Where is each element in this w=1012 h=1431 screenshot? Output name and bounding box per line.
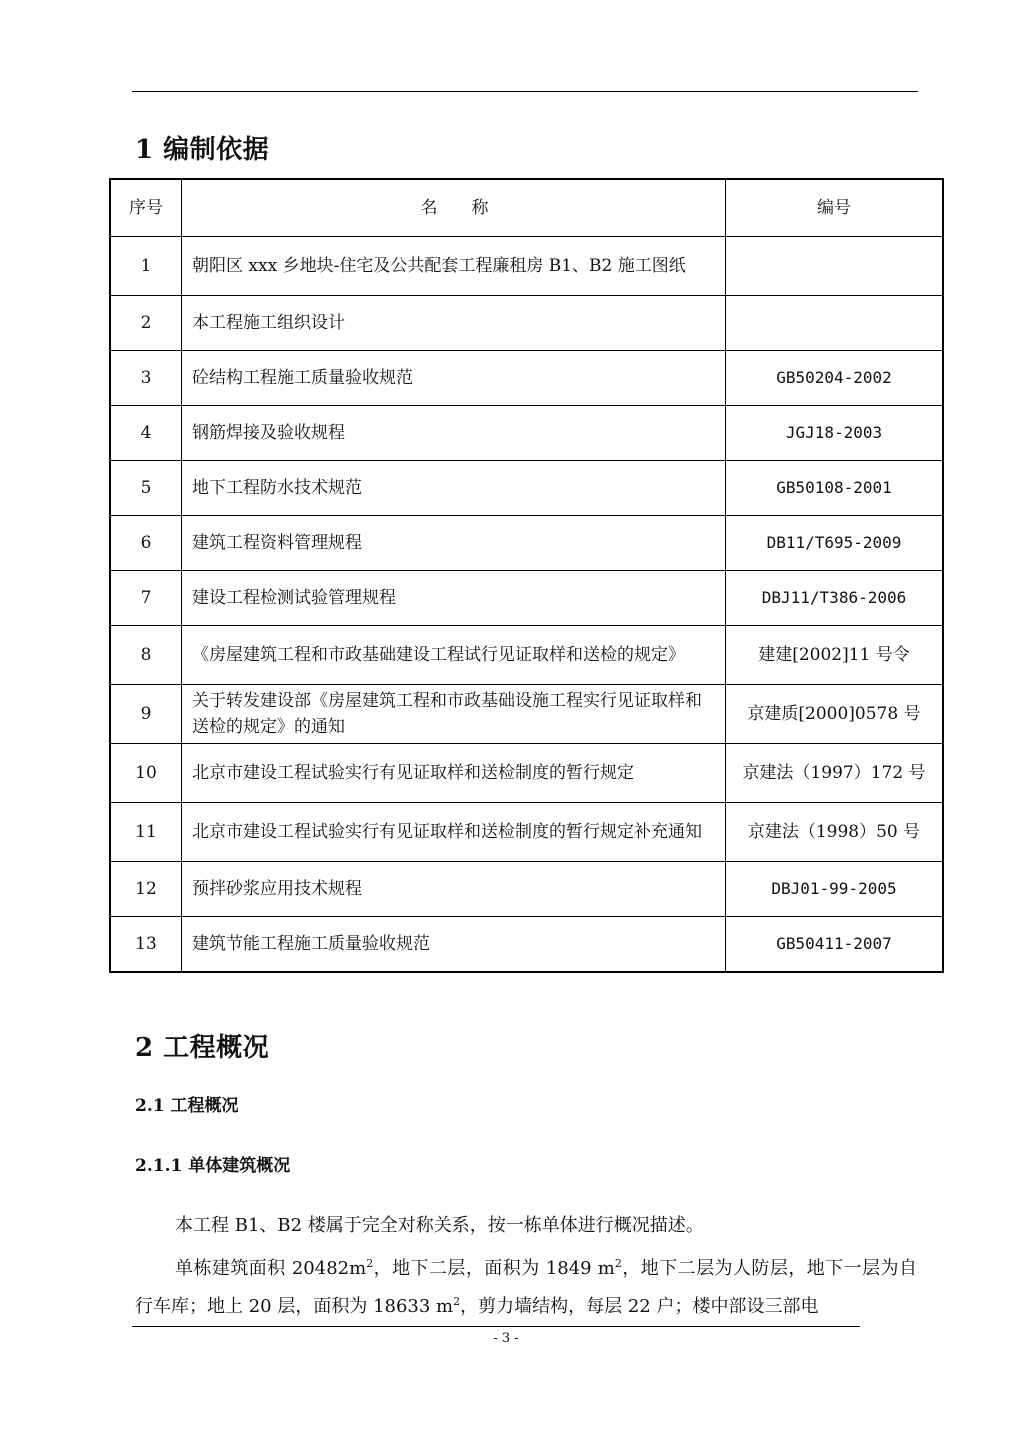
para-text-c: ，地下二层为人防层，地下一层为自行车库；地上 20 层，面积为 18633 m xyxy=(135,1258,917,1317)
row-code xyxy=(726,237,944,296)
row-name: 北京市建设工程试验实行有见证取样和送检制度的暂行规定补充通知 xyxy=(182,803,726,862)
table-row xyxy=(110,917,943,973)
section-heading-basis: 1 编制依据 xyxy=(135,135,270,165)
table-row xyxy=(110,626,943,685)
row-code xyxy=(726,296,944,351)
table-row xyxy=(110,803,943,862)
header-no: 序号 xyxy=(110,179,182,237)
table-row xyxy=(110,685,943,744)
basis-table xyxy=(109,178,944,973)
row-number: 3 xyxy=(110,351,182,406)
row-code: 建建[2002]11 号令 xyxy=(726,626,944,685)
footer-rule xyxy=(132,1326,860,1327)
row-name: 建筑工程资料管理规程 xyxy=(182,516,726,571)
row-number: 10 xyxy=(110,744,182,803)
table-row xyxy=(110,296,943,351)
row-number: 9 xyxy=(110,685,182,744)
row-number: 4 xyxy=(110,406,182,461)
row-number: 7 xyxy=(110,571,182,626)
row-name: 《房屋建筑工程和市政基础建设工程试行见证取样和送检的规定》 xyxy=(182,626,726,685)
row-code: 京建法（1997）172 号 xyxy=(726,744,944,803)
sup-1: 2 xyxy=(366,1257,374,1270)
row-code: DBJ11/T386-2006 xyxy=(726,571,944,626)
row-name: 北京市建设工程试验实行有见证取样和送检制度的暂行规定 xyxy=(182,744,726,803)
row-name: 本工程施工组织设计 xyxy=(182,296,726,351)
row-code: GB50411-2007 xyxy=(726,917,944,973)
table-row xyxy=(110,237,943,296)
section-heading-overview: 2 工程概况 xyxy=(135,1033,270,1063)
para-text-a: 单栋建筑面积 20482m xyxy=(175,1258,367,1279)
table-row xyxy=(110,351,943,406)
table-row xyxy=(110,406,943,461)
row-number: 6 xyxy=(110,516,182,571)
table-row xyxy=(110,461,943,516)
table-row xyxy=(110,571,943,626)
row-number: 1 xyxy=(110,237,182,296)
row-code: JGJ18-2003 xyxy=(726,406,944,461)
row-name: 砼结构工程施工质量验收规范 xyxy=(182,351,726,406)
page-number: - 3 - xyxy=(493,1331,519,1346)
table-row xyxy=(110,744,943,803)
para-text-d: ，剪力墙结构，每层 22 户；楼中部设三部电 xyxy=(460,1296,819,1317)
row-name: 建筑节能工程施工质量验收规范 xyxy=(182,917,726,973)
row-name: 钢筋焊接及验收规程 xyxy=(182,406,726,461)
row-name: 朝阳区 xxx 乡地块-住宅及公共配套工程廉租房 B1、B2 施工图纸 xyxy=(182,237,726,296)
row-number: 12 xyxy=(110,862,182,917)
row-number: 2 xyxy=(110,296,182,351)
paragraph-symmetry: 本工程 B1、B2 楼属于完全对称关系，按一栋单体进行概况描述。 xyxy=(175,1215,704,1236)
header-code: 编号 xyxy=(726,179,944,237)
row-name: 关于转发建设部《房屋建筑工程和市政基础设施工程实行见证取样和送检的规定》的通知 xyxy=(182,685,726,744)
row-code: 京建法（1998）50 号 xyxy=(726,803,944,862)
subsection-heading-overview: 2.1 工程概况 xyxy=(135,1096,239,1116)
para-text-b: ，地下二层，面积为 1849 m xyxy=(373,1258,615,1279)
row-number: 13 xyxy=(110,917,182,973)
row-code: GB50204-2002 xyxy=(726,351,944,406)
table-row xyxy=(110,862,943,917)
row-code: DB11/T695-2009 xyxy=(726,516,944,571)
row-name: 预拌砂浆应用技术规程 xyxy=(182,862,726,917)
subsection-heading-building: 2.1.1 单体建筑概况 xyxy=(135,1156,291,1176)
header-name: 名 称 xyxy=(182,179,726,237)
sup-2: 2 xyxy=(614,1257,622,1270)
row-name: 地下工程防水技术规范 xyxy=(182,461,726,516)
row-name: 建设工程检测试验管理规程 xyxy=(182,571,726,626)
table-row xyxy=(110,516,943,571)
row-number: 8 xyxy=(110,626,182,685)
header-rule xyxy=(132,91,918,92)
table-header-row xyxy=(110,179,943,237)
row-code: DBJ01-99-2005 xyxy=(726,862,944,917)
row-code: GB50108-2001 xyxy=(726,461,944,516)
sup-3: 2 xyxy=(453,1295,461,1308)
paragraph-area xyxy=(135,1250,917,1326)
row-code: 京建质[2000]0578 号 xyxy=(726,685,944,744)
row-number: 5 xyxy=(110,461,182,516)
row-number: 11 xyxy=(110,803,182,862)
